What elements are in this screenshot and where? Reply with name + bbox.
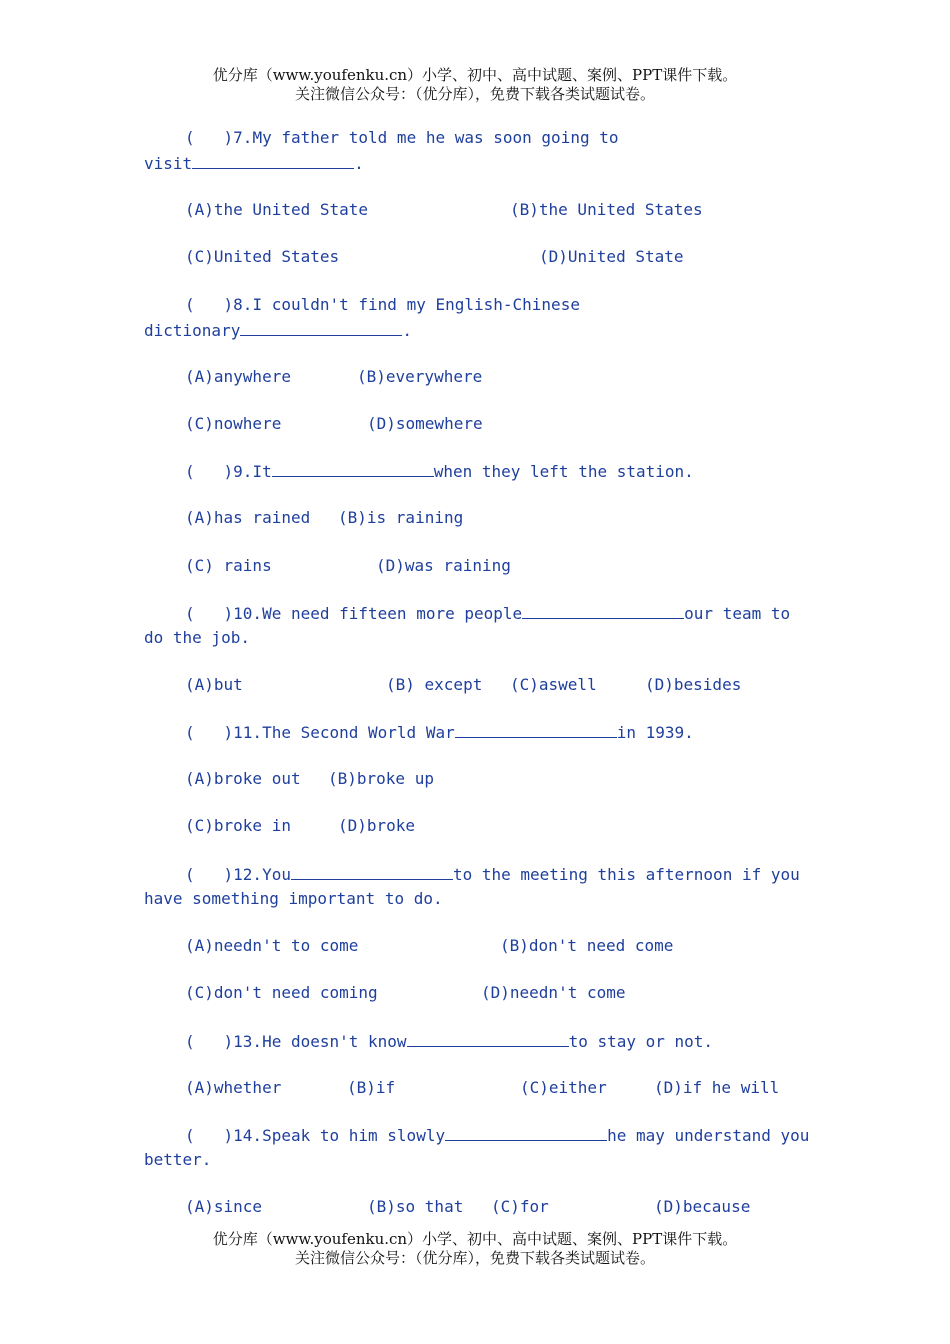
question-stem: It — [252, 462, 272, 481]
answer-blank — [192, 153, 354, 169]
option-b: (B)everywhere — [357, 367, 483, 386]
answer-bracket: ( )13. — [185, 1032, 263, 1051]
footer-line-2: 关注微信公众号：（优分库），免费下载各类试题试卷。 — [294, 1249, 655, 1267]
answer-blank — [272, 461, 434, 477]
page-footer — [0, 1230, 950, 1268]
answer-bracket: ( )14. — [185, 1126, 263, 1145]
question-stem: You — [262, 865, 291, 884]
answer-blank — [445, 1125, 607, 1141]
option-d: (D)needn't come — [481, 983, 626, 1002]
option-d: (D)besides — [645, 675, 742, 694]
question-12-cont: have something important to do. — [144, 889, 443, 908]
header-line-1: 优分库（www.youfenku.cn）小学、初中、高中试题、案例、PPT课件下载。 — [212, 66, 738, 84]
option-b: (B) except — [386, 675, 483, 694]
answer-blank — [407, 1031, 569, 1047]
question-stem: My father told me he was soon going to — [252, 128, 619, 147]
question-stem: He doesn't know — [262, 1032, 407, 1051]
question-stem: . — [402, 321, 412, 340]
question-7-cont — [144, 153, 364, 174]
option-c: (C)for — [491, 1197, 549, 1216]
option-a: (A)needn't to come — [185, 936, 359, 955]
option-d: (D)broke — [338, 816, 416, 835]
answer-blank — [291, 864, 453, 880]
question-12 — [185, 864, 800, 885]
question-stem: Speak to him slowly — [262, 1126, 446, 1145]
question-11 — [185, 722, 694, 743]
question-stem: he may understand you — [607, 1126, 810, 1145]
option-d: (D)somewhere — [367, 414, 483, 433]
option-d: (D)because — [654, 1197, 751, 1216]
question-stem: The Second World War — [262, 723, 455, 742]
option-d: (D)United State — [539, 247, 684, 266]
question-stem: to stay or not. — [568, 1032, 714, 1051]
option-c: (C)nowhere — [185, 414, 282, 433]
footer-line-1: 优分库（www.youfenku.cn）小学、初中、高中试题、案例、PPT课件下载。 — [212, 1230, 738, 1248]
answer-bracket: ( )7. — [185, 128, 253, 147]
question-stem: to the meeting this afternoon if you — [452, 865, 800, 884]
question-stem: dictionary — [144, 321, 241, 340]
question-stem: our team to — [684, 604, 791, 623]
question-10 — [185, 603, 790, 624]
option-a: (A)broke out — [185, 769, 301, 788]
option-a: (A)the United State — [185, 200, 369, 219]
question-stem: in 1939. — [616, 723, 694, 742]
answer-bracket: ( )8. — [185, 295, 253, 314]
option-a: (A)whether — [185, 1078, 282, 1097]
option-c: (C)aswell — [510, 675, 597, 694]
option-c: (C)either — [520, 1078, 607, 1097]
option-c: (C)don't need coming — [185, 983, 378, 1002]
question-14-cont: better. — [144, 1150, 212, 1169]
option-b: (B)if — [347, 1078, 396, 1097]
question-7 — [185, 128, 618, 148]
option-a: (A)but — [185, 675, 243, 694]
option-c: (C) rains — [185, 556, 272, 575]
question-stem: We need fifteen more people — [262, 604, 523, 623]
option-c: (C)United States — [185, 247, 340, 266]
option-a: (A)anywhere — [185, 367, 291, 386]
question-13 — [185, 1031, 713, 1052]
question-14 — [185, 1125, 809, 1146]
option-d: (D)if he will — [654, 1078, 780, 1097]
option-c: (C)broke in — [185, 816, 291, 835]
answer-bracket: ( )10. — [185, 604, 263, 623]
question-10-cont: do the job. — [144, 628, 250, 647]
question-9 — [185, 461, 694, 482]
page-header — [0, 66, 950, 104]
answer-blank — [240, 320, 402, 336]
question-stem: visit — [144, 154, 193, 173]
option-a: (A)has rained — [185, 508, 311, 527]
question-stem: when they left the station. — [433, 462, 694, 481]
question-8-cont — [144, 320, 412, 341]
question-8 — [185, 295, 580, 315]
option-a: (A)since — [185, 1197, 263, 1216]
option-b: (B)broke up — [328, 769, 434, 788]
answer-bracket: ( )11. — [185, 723, 263, 742]
option-b: (B)is raining — [338, 508, 464, 527]
option-d: (D)was raining — [376, 556, 511, 575]
option-b: (B)so that — [367, 1197, 464, 1216]
question-stem: . — [354, 154, 364, 173]
answer-bracket: ( )12. — [185, 865, 263, 884]
option-b: (B)the United States — [510, 200, 703, 219]
answer-blank — [522, 603, 684, 619]
answer-bracket: ( )9. — [185, 462, 253, 481]
answer-blank — [455, 722, 617, 738]
header-line-2: 关注微信公众号：（优分库），免费下载各类试题试卷。 — [294, 85, 655, 103]
option-b: (B)don't need come — [500, 936, 674, 955]
question-stem: I couldn't find my English-Chinese — [252, 295, 580, 314]
